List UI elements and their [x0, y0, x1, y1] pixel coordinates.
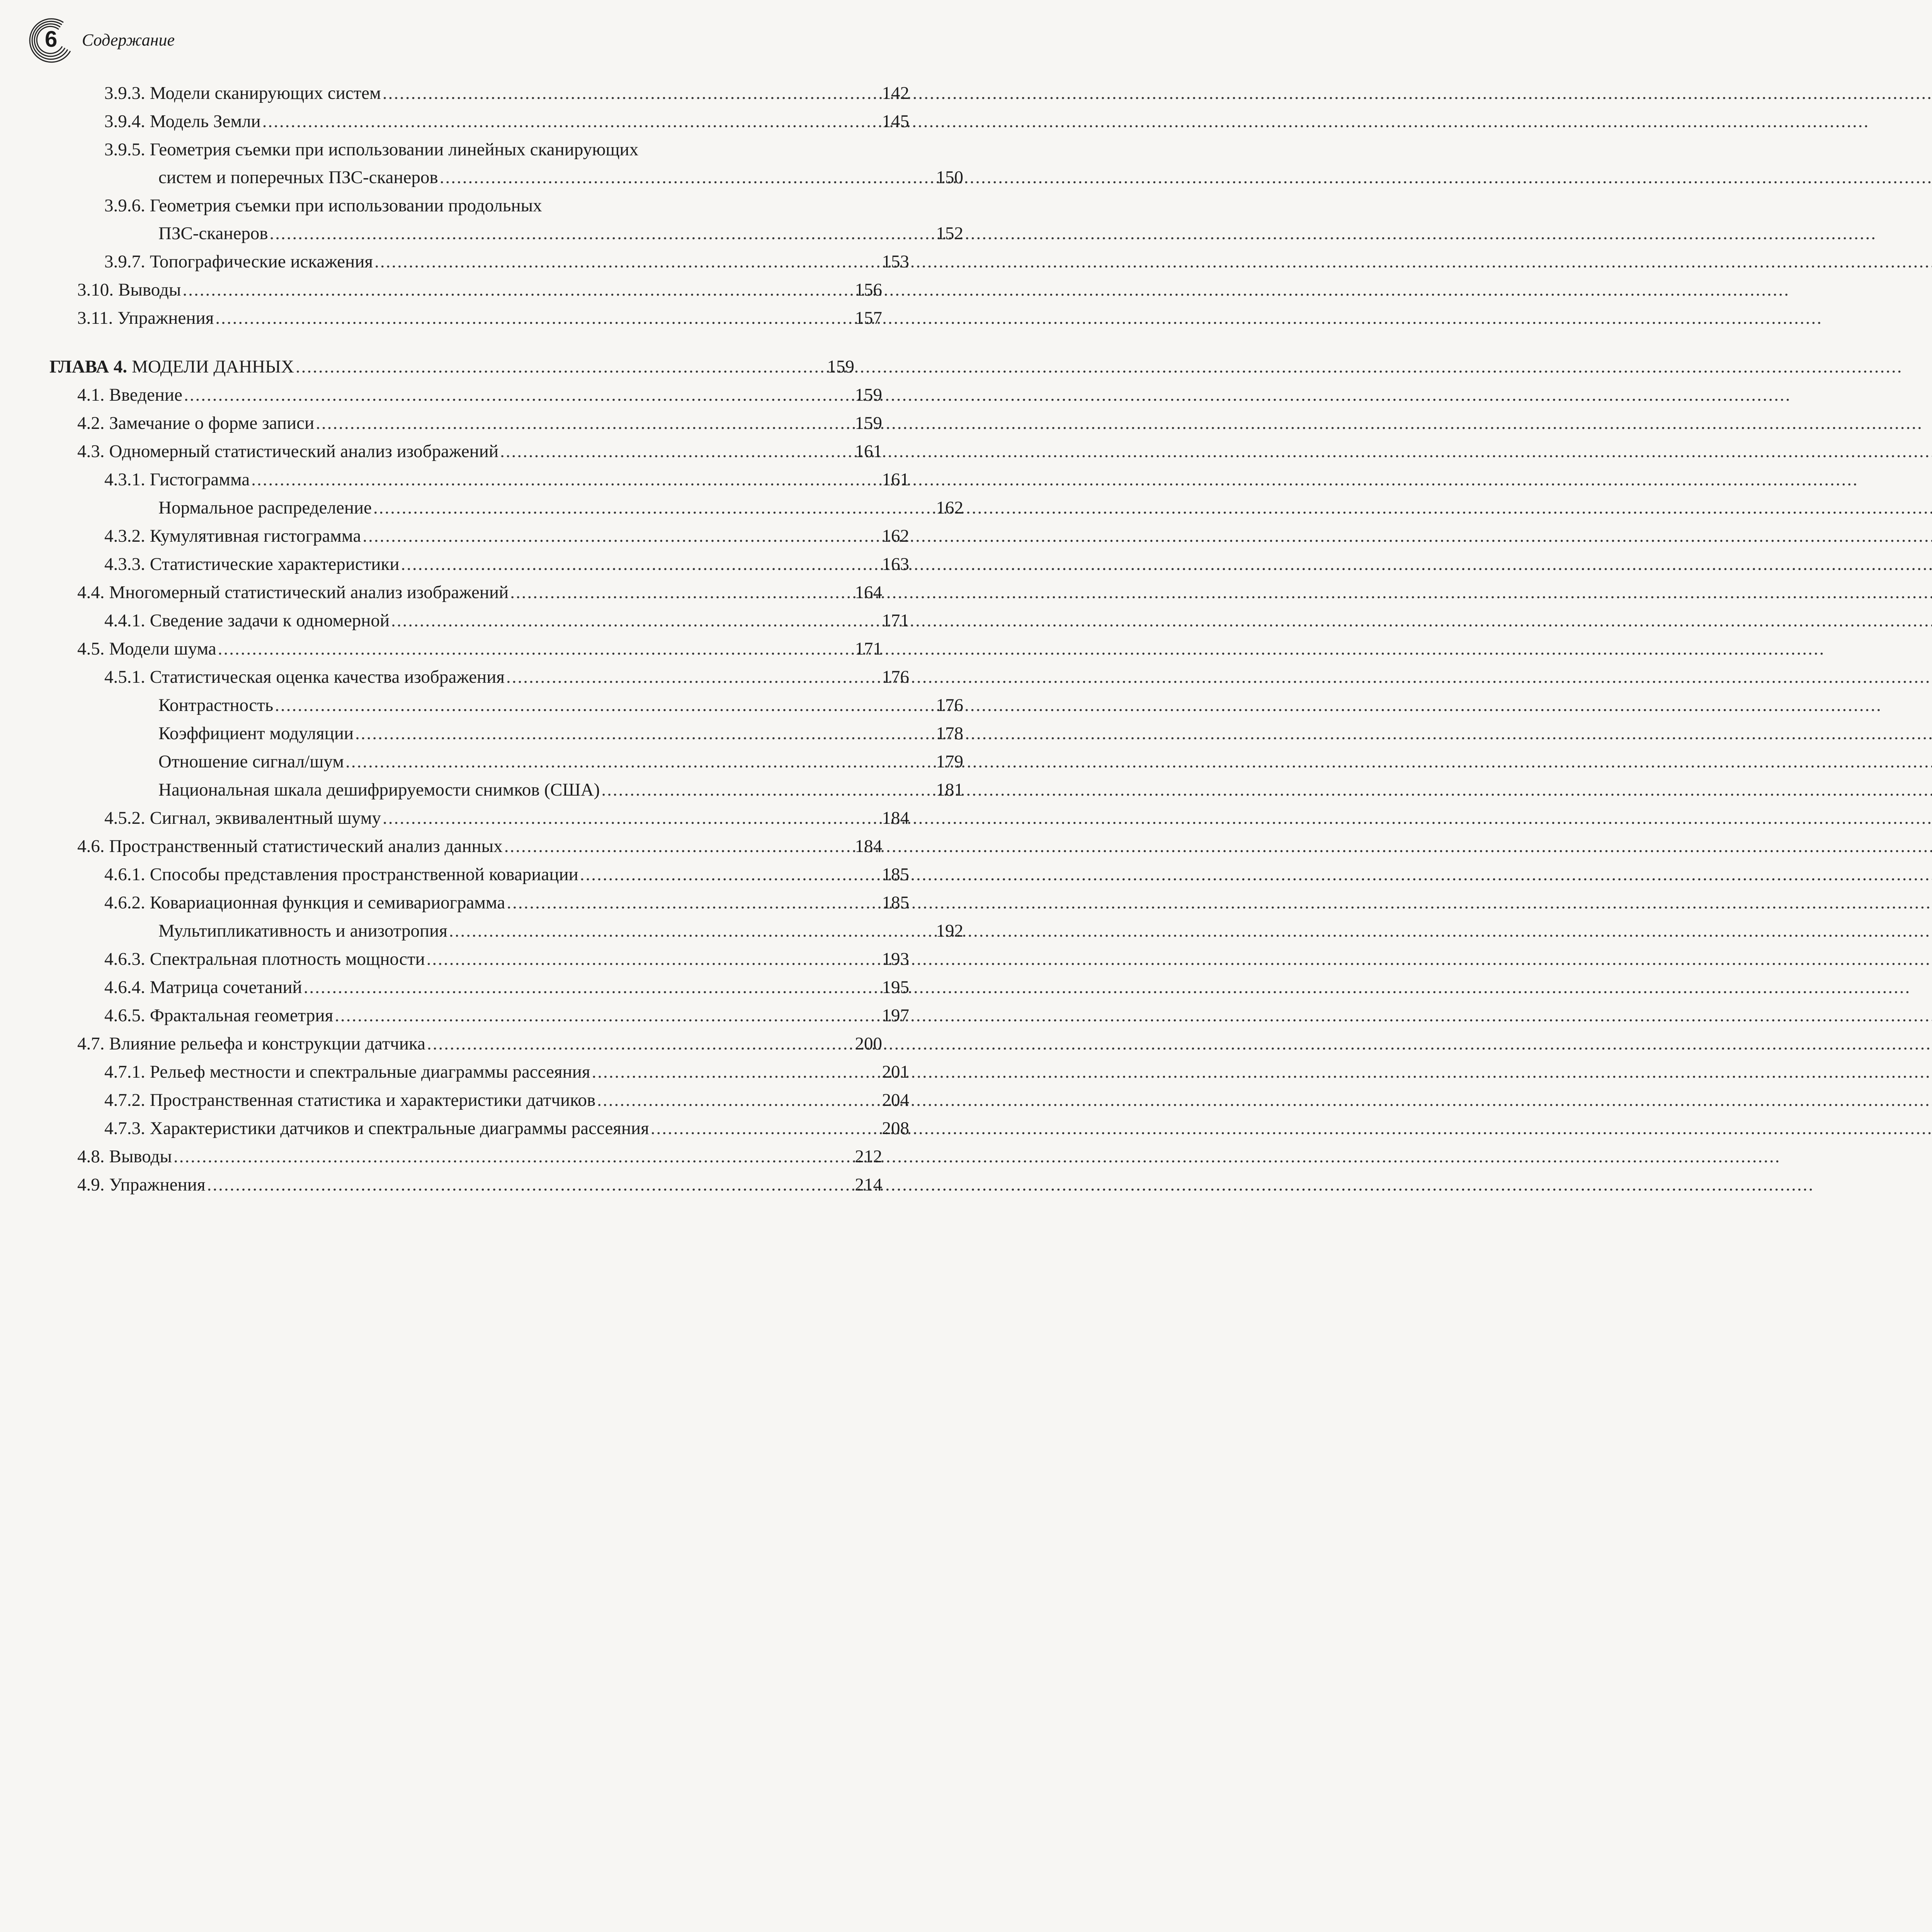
toc-entry[interactable] — [104, 552, 777, 576]
toc-page-number: 181 — [158, 778, 963, 1932]
toc-entry[interactable] — [104, 138, 638, 162]
toc-entry[interactable] — [77, 306, 777, 330]
book-page — [0, 0, 805, 1235]
toc-entry-number: 4.4. — [77, 580, 105, 604]
toc-entry-title: Сигнал, эквивалентный шуму — [145, 806, 381, 830]
toc-entry[interactable] — [158, 750, 777, 774]
toc-entry-title: Фрактальная геометрия — [145, 1003, 333, 1027]
toc-entry-title: Матрица сочетаний — [145, 975, 302, 999]
toc-entry-number: 3.9.3. — [104, 81, 145, 105]
toc-entry-number: 4.9. — [77, 1173, 105, 1197]
toc-entry-title: Спектральная плотность мощности — [145, 947, 425, 971]
toc-entry-number: 4.7.1. — [104, 1060, 145, 1084]
toc-entry-title: Пространственная статистика и характеристики датчиков — [145, 1088, 596, 1112]
toc-entry[interactable] — [158, 919, 777, 943]
toc-entry[interactable] — [104, 109, 777, 133]
toc-page-number: 212 — [77, 1145, 882, 1932]
toc-entry[interactable] — [104, 862, 777, 886]
toc-page-number: 176 — [158, 693, 963, 1928]
toc-chapter-entry[interactable] — [49, 355, 777, 379]
toc-page-number: 184 — [104, 806, 909, 1932]
toc-page-number: 201 — [104, 1060, 909, 1932]
toc-page-number: 171 — [77, 637, 882, 1872]
toc-entry-number: 4.6.5. — [104, 1003, 145, 1027]
toc-entry[interactable] — [77, 439, 777, 463]
toc-entry-title: Кумулятивная гистограмма — [145, 524, 361, 548]
toc-page-number: 185 — [104, 891, 909, 1932]
toc-entry[interactable] — [104, 524, 777, 548]
toc-entry-number: 4.7. — [77, 1032, 105, 1056]
toc-entry[interactable] — [104, 665, 777, 689]
toc-entry-number: 4.3. — [77, 439, 105, 463]
toc-entry-title: Рельеф местности и спектральные диаграммы рассеяния — [145, 1060, 590, 1084]
toc-page-number: 150 — [158, 165, 963, 1400]
toc-entry-number: 4.3.2. — [104, 524, 145, 548]
page-number: 6 — [45, 27, 57, 52]
toc-entry-title: Статистические характеристики — [145, 552, 400, 576]
toc-entry[interactable] — [77, 834, 777, 858]
toc-entry-number: 4.5. — [77, 637, 105, 661]
toc-page-number: 161 — [77, 439, 882, 1674]
toc-entry[interactable] — [77, 637, 777, 661]
toc-entry-title: Упражнения — [113, 306, 214, 330]
toc-entry-number: 4.6.1. — [104, 862, 145, 886]
toc-entry-number: 3.9.5. — [104, 139, 145, 160]
toc-page-number: 152 — [158, 221, 963, 1456]
toc-entry-number: 4.1. — [77, 383, 105, 407]
toc-entry[interactable] — [104, 609, 777, 633]
toc-entry-title: Модели сканирующих систем — [145, 81, 381, 105]
page-header — [25, 15, 295, 66]
toc-entry-title: Влияние рельефа и конструкции датчика — [105, 1032, 426, 1056]
toc-entry-number: 4.6.2. — [104, 891, 145, 915]
toc-page-number: 145 — [104, 109, 909, 1344]
toc-page-number: 159 — [77, 411, 882, 1646]
toc-entry[interactable] — [77, 278, 777, 302]
toc-entry[interactable] — [158, 496, 777, 520]
toc-entry-title: Одномерный статистический анализ изображений — [105, 439, 499, 463]
toc-entry-title: Отношение сигнал/шум — [158, 750, 344, 774]
toc-entry-title: Модели шума — [105, 637, 216, 661]
toc-page-number: 156 — [77, 278, 882, 1513]
toc-entry[interactable] — [104, 975, 777, 999]
toc-page-number: 162 — [158, 496, 963, 1731]
toc-page-number: 153 — [104, 250, 909, 1485]
toc-page-number: 204 — [104, 1088, 909, 1932]
toc-page-number: 171 — [104, 609, 909, 1844]
toc-entry[interactable] — [104, 194, 542, 218]
toc-entry-number: 3.10. — [77, 278, 114, 302]
toc-entry-number: 4.3.3. — [104, 552, 145, 576]
chapter-label: ГЛАВА 4. — [49, 355, 127, 379]
toc-page-number: 184 — [77, 834, 882, 1932]
toc-entry-title: Мультипликативность и анизотропия — [158, 919, 447, 943]
toc-entry-number: 3.9.7. — [104, 250, 145, 274]
toc-page-number: 178 — [158, 721, 963, 1932]
toc-page-number: 185 — [104, 862, 909, 1932]
toc-entry[interactable] — [104, 250, 777, 274]
toc-entry-title: Контрастность — [158, 693, 273, 717]
toc-entry-number: 4.6. — [77, 834, 105, 858]
toc-entry[interactable] — [77, 1173, 777, 1197]
toc-page-number: 192 — [158, 919, 963, 1932]
toc-page-number: 159 — [49, 355, 854, 1590]
toc-entry-number: 4.5.2. — [104, 806, 145, 830]
toc-entry-title: Коэффициент модуляции — [158, 721, 354, 745]
toc-entry-title: Модель Земли — [145, 109, 261, 133]
toc-entry-title: Замечание о форме записи — [105, 411, 315, 435]
toc-entry-title: Нормальное распределение — [158, 496, 372, 520]
toc-entry-title: ПЗС-сканеров — [158, 221, 268, 245]
toc-entry[interactable] — [104, 1088, 777, 1112]
toc-entry-continuation[interactable] — [158, 165, 777, 189]
toc-entry-title: Выводы — [114, 278, 181, 302]
toc-entry-title: Топографические искажения — [145, 250, 373, 274]
toc-page-number: 142 — [104, 81, 909, 1316]
toc-entry-title: Выводы — [105, 1145, 172, 1168]
toc-entry[interactable] — [104, 81, 777, 105]
toc-entry-title: Введение — [105, 383, 182, 407]
toc-page-number: 197 — [104, 1003, 909, 1932]
toc-entry-title: Способы представления пространственной ковариации — [145, 862, 578, 886]
toc-entry-title: Сведение задачи к одномерной — [145, 609, 389, 633]
toc-page-number: 161 — [104, 468, 909, 1702]
toc-entry[interactable] — [158, 721, 777, 745]
toc-entry-title: Геометрия съемки при использовании линейных сканирующих — [145, 139, 638, 160]
toc-page-number: 208 — [104, 1116, 909, 1932]
toc-entry-title: Геометрия съемки при использовании продольных — [145, 196, 542, 216]
toc-entry[interactable] — [158, 778, 777, 802]
toc-entry-title: Национальная шкала дешифрируемости снимков (США) — [158, 778, 600, 802]
toc-entry[interactable] — [104, 891, 777, 915]
toc-entry[interactable] — [104, 1116, 777, 1140]
toc-entry-number: 4.6.4. — [104, 975, 145, 999]
toc-page-number: 214 — [77, 1173, 882, 1932]
toc-entry[interactable] — [77, 411, 777, 435]
toc-entry-title: Гистограмма — [145, 468, 250, 492]
toc-entry[interactable] — [77, 383, 777, 407]
toc-entry-title: Многомерный статистический анализ изображений — [105, 580, 509, 604]
toc-entry-number: 4.4.1. — [104, 609, 145, 633]
toc-entry-number: 4.3.1. — [104, 468, 145, 492]
toc-page-number: 157 — [77, 306, 882, 1541]
toc-page-number: 176 — [104, 665, 909, 1900]
toc-entry-number: 4.6.3. — [104, 947, 145, 971]
toc-entry[interactable] — [104, 806, 777, 830]
toc-entry-number: 4.7.2. — [104, 1088, 145, 1112]
toc-entry-number: 4.5.1. — [104, 665, 145, 689]
toc-entry[interactable] — [158, 693, 777, 717]
toc-entry[interactable] — [104, 947, 777, 971]
toc-entry[interactable] — [77, 580, 777, 604]
toc-entry[interactable] — [77, 1032, 777, 1056]
toc-entry[interactable] — [104, 1003, 777, 1027]
toc-page-number: 179 — [158, 750, 963, 1932]
toc-entry-number: 3.9.6. — [104, 196, 145, 216]
running-head-title: Содержание — [82, 29, 175, 51]
toc-entry-number: 3.11. — [77, 306, 113, 330]
toc-page-number: 200 — [77, 1032, 882, 1932]
toc-entry-continuation[interactable] — [158, 221, 777, 245]
toc-entry-title: Пространственный статистический анализ данных — [105, 834, 503, 858]
toc-entry[interactable] — [104, 468, 777, 492]
toc-page-number: 195 — [104, 975, 909, 1932]
toc-entry-number: 4.2. — [77, 411, 105, 435]
toc-page-number: 193 — [104, 947, 909, 1932]
toc-entry-number: 3.9.4. — [104, 109, 145, 133]
toc-page-number: 159 — [77, 383, 882, 1618]
toc-entry-title: Характеристики датчиков и спектральные диаграммы рассеяния — [145, 1116, 649, 1140]
toc-page-number: 163 — [104, 552, 909, 1787]
toc-entry-title: Ковариационная функция и семивариограмма — [145, 891, 505, 915]
toc-page-number: 162 — [104, 524, 909, 1759]
toc-entry[interactable] — [77, 1145, 777, 1168]
toc-entry-title: Упражнения — [105, 1173, 206, 1197]
toc-page-number: 164 — [77, 580, 882, 1815]
toc-entry-title: систем и поперечных ПЗС-сканеров — [158, 165, 438, 189]
toc-entry[interactable] — [104, 1060, 777, 1084]
toc-entry-title: Статистическая оценка качества изображения — [145, 665, 505, 689]
toc-entry-number: 4.7.3. — [104, 1116, 145, 1140]
chapter-title: МОДЕЛИ ДАННЫХ — [127, 355, 294, 379]
toc-entry-number: 4.8. — [77, 1145, 105, 1168]
